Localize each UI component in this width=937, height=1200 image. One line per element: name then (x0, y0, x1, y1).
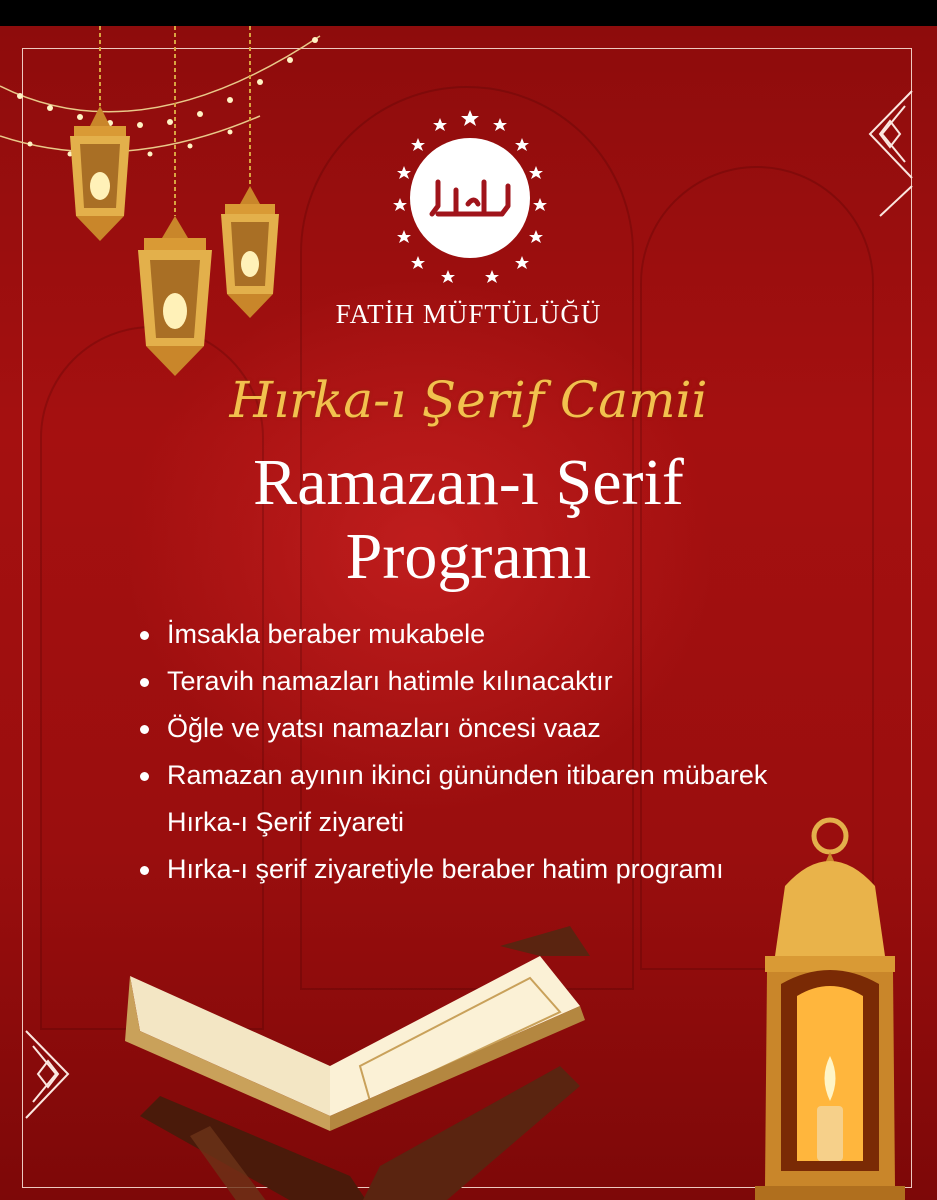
mosque-name: Hırka-ı Şerif Camii (229, 371, 708, 429)
list-item: Hırka-ı şerif ziyaretiyle beraber hatim programı (135, 846, 835, 893)
organization-name: FATİH MÜFTÜLÜĞÜ (335, 299, 602, 329)
hanging-lantern-icon (130, 26, 220, 386)
title-line-1: Ramazan-ı Şerif (253, 446, 684, 519)
list-item: Ramazan ayının ikinci gününden itibaren mübarek Hırka-ı Şerif ziyareti (135, 752, 835, 846)
list-item: İmsakla beraber mukabele (135, 611, 835, 658)
program-list (135, 611, 835, 893)
hanging-lantern-icon (215, 26, 285, 326)
page-title (0, 446, 937, 594)
list-item: Öğle ve yatsı namazları öncesi vaaz (135, 705, 835, 752)
geometric-ornament-icon (850, 86, 920, 226)
list-item: Teravih namazları hatimle kılınacaktır (135, 658, 835, 705)
geometric-ornament-icon (18, 1026, 88, 1166)
logo-emblem-icon (380, 86, 560, 286)
logo-emblem (380, 86, 560, 286)
title-line-2: Programı (345, 520, 592, 593)
quran-on-stand-icon (120, 916, 600, 1200)
lantern-icon (745, 816, 915, 1200)
poster (0, 26, 937, 1200)
hanging-lantern-icon (60, 26, 140, 256)
